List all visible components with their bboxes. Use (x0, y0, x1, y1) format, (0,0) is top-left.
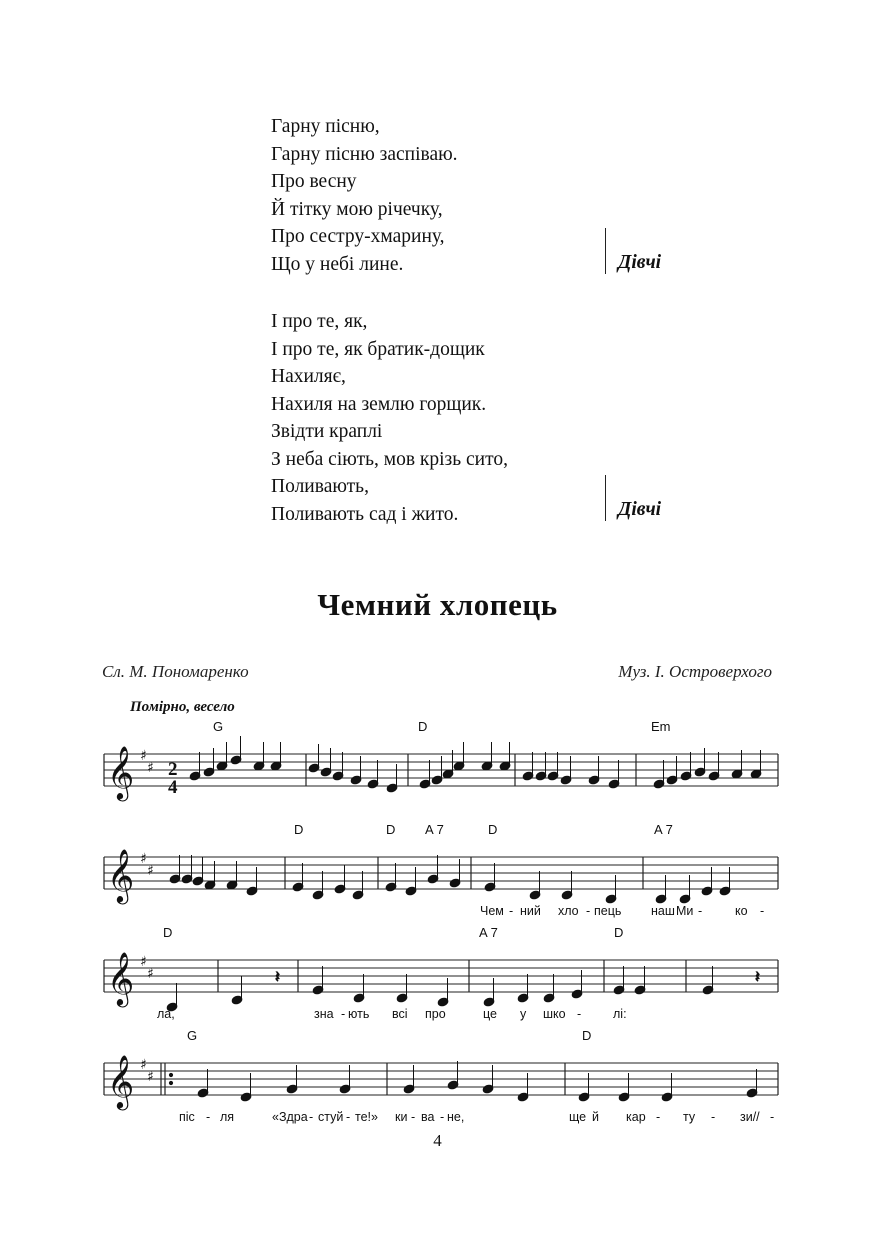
verse-line: Поливають, (271, 476, 369, 497)
lyric-syllable: - (440, 1110, 445, 1124)
verse-line: Гарну пісню, (271, 116, 380, 137)
chord-symbol: Em (651, 719, 671, 734)
chord-symbol: D (163, 925, 173, 940)
verse-line: Звідти краплі (271, 421, 383, 442)
lyric-syllable: лі: (613, 1007, 627, 1021)
lyric-syllable: шко (543, 1007, 566, 1021)
voice-label: Дівчі (618, 499, 662, 520)
lyric-syllable: наш (651, 904, 675, 918)
lyric-syllable: Ми (676, 904, 694, 918)
repeat-dot (169, 1073, 172, 1076)
quarter-rest-icon: 𝄽 (755, 967, 760, 986)
sharp-icon: ♯ (140, 1057, 147, 1073)
lyric-syllable: - (711, 1110, 716, 1124)
lyric-syllable: ту (683, 1110, 696, 1124)
lyric-syllable: ко (735, 904, 748, 918)
lyric-syllable: «Здра (272, 1110, 308, 1124)
chord-symbol: D (418, 719, 428, 734)
chord-symbol: D (488, 822, 498, 837)
verse-line: Що у небі лине. (271, 253, 404, 275)
verse-line: І про те, як братик-дощик (271, 338, 485, 360)
lyric-syllable: - (411, 1110, 416, 1124)
lyric-syllable: - (656, 1110, 661, 1124)
chord-symbol: G (187, 1028, 198, 1043)
lyric-syllable: Чем (480, 904, 504, 918)
chord-symbol: G (213, 719, 224, 734)
lyric-syllable: хло (558, 904, 579, 918)
page-number: 4 (433, 1131, 442, 1150)
lyric-syllable: у (520, 1007, 527, 1021)
treble-clef-icon: 𝄞 (107, 745, 135, 799)
verse-line: І про те, як, (271, 311, 368, 332)
chord-symbol: D (386, 822, 396, 837)
lyric-syllable: зи// (740, 1110, 760, 1124)
verse-line: Поливають сад і жито. (271, 503, 459, 525)
lyric-syllable: - (577, 1007, 582, 1021)
lyric-syllable: ки (395, 1110, 408, 1124)
lyric-syllable: ний (520, 904, 541, 918)
treble-clef-icon: 𝄞 (107, 951, 135, 1005)
repeat-dot (169, 1081, 172, 1084)
quarter-rest-icon: 𝄽 (275, 967, 280, 986)
lyric-syllable: ще (569, 1110, 587, 1124)
sharp-icon: ♯ (147, 966, 154, 982)
lyric-syllable: ва (421, 1110, 435, 1124)
lyric-syllable: всі (392, 1007, 408, 1021)
chord-symbol: D (294, 822, 304, 837)
lyric-syllable: - (346, 1110, 351, 1124)
sharp-icon: ♯ (140, 851, 147, 867)
lyric-syllable: зна (314, 1007, 334, 1021)
lyricist-credit: Сл. М. Пономаренко (102, 662, 249, 681)
lyric-syllable: ла, (157, 1007, 175, 1021)
verse-line: З неба сіють, мов крізь сито, (271, 448, 508, 470)
treble-clef-icon: 𝄞 (107, 1054, 135, 1108)
voice-label: Дівчі (618, 252, 662, 273)
song-title: Чемний хлопець (317, 587, 558, 622)
lyric-syllable: - (760, 904, 765, 918)
verse-line: Про весну (271, 171, 357, 192)
sharp-icon: ♯ (147, 1069, 154, 1085)
lyric-syllable: стуй (318, 1110, 344, 1124)
lyric-syllable: не, (447, 1110, 465, 1124)
treble-clef-icon: 𝄞 (107, 848, 135, 902)
chord-symbol: A 7 (654, 822, 673, 837)
lyric-syllable: те!» (355, 1110, 378, 1124)
chord-symbol: D (614, 925, 624, 940)
chord-symbol: A 7 (425, 822, 444, 837)
sharp-icon: ♯ (140, 748, 147, 764)
verse-line: Нахиляє, (271, 366, 346, 387)
tempo-marking: Помірно, весело (130, 699, 235, 715)
lyric-syllable: - (206, 1110, 211, 1124)
lyric-syllable: - (698, 904, 703, 918)
sharp-icon: ♯ (140, 954, 147, 970)
verse-line: Гарну пісню заспіваю. (271, 143, 458, 165)
lyric-syllable: - (509, 904, 514, 918)
chord-symbol: D (582, 1028, 592, 1043)
lyric-syllable: пець (594, 904, 622, 918)
lyric-syllable: - (341, 1007, 346, 1021)
lyric-syllable: кар (626, 1110, 646, 1124)
chord-symbol: A 7 (479, 925, 498, 940)
lyric-syllable: - (586, 904, 591, 918)
time-signature-top: 2 (168, 759, 178, 780)
lyric-syllable: піс (179, 1110, 195, 1124)
lyric-syllable: ють (348, 1007, 370, 1021)
lyric-syllable: - (770, 1110, 775, 1124)
composer-credit: Муз. І. Островерхого (618, 662, 772, 681)
lyric-syllable: - (309, 1110, 314, 1124)
lyric-syllable: й (592, 1110, 599, 1124)
lyric-syllable: про (425, 1007, 446, 1021)
sharp-icon: ♯ (147, 760, 154, 776)
lyric-syllable: ля (220, 1110, 235, 1124)
sharp-icon: ♯ (147, 863, 154, 879)
verse-line: Про сестру-хмарину, (271, 226, 445, 247)
verse-line: Нахиля на землю горщик. (271, 393, 487, 415)
time-signature-bottom: 4 (168, 777, 178, 798)
lyric-syllable: це (483, 1007, 497, 1021)
verse-line: Й тітку мою річечку, (271, 198, 443, 220)
